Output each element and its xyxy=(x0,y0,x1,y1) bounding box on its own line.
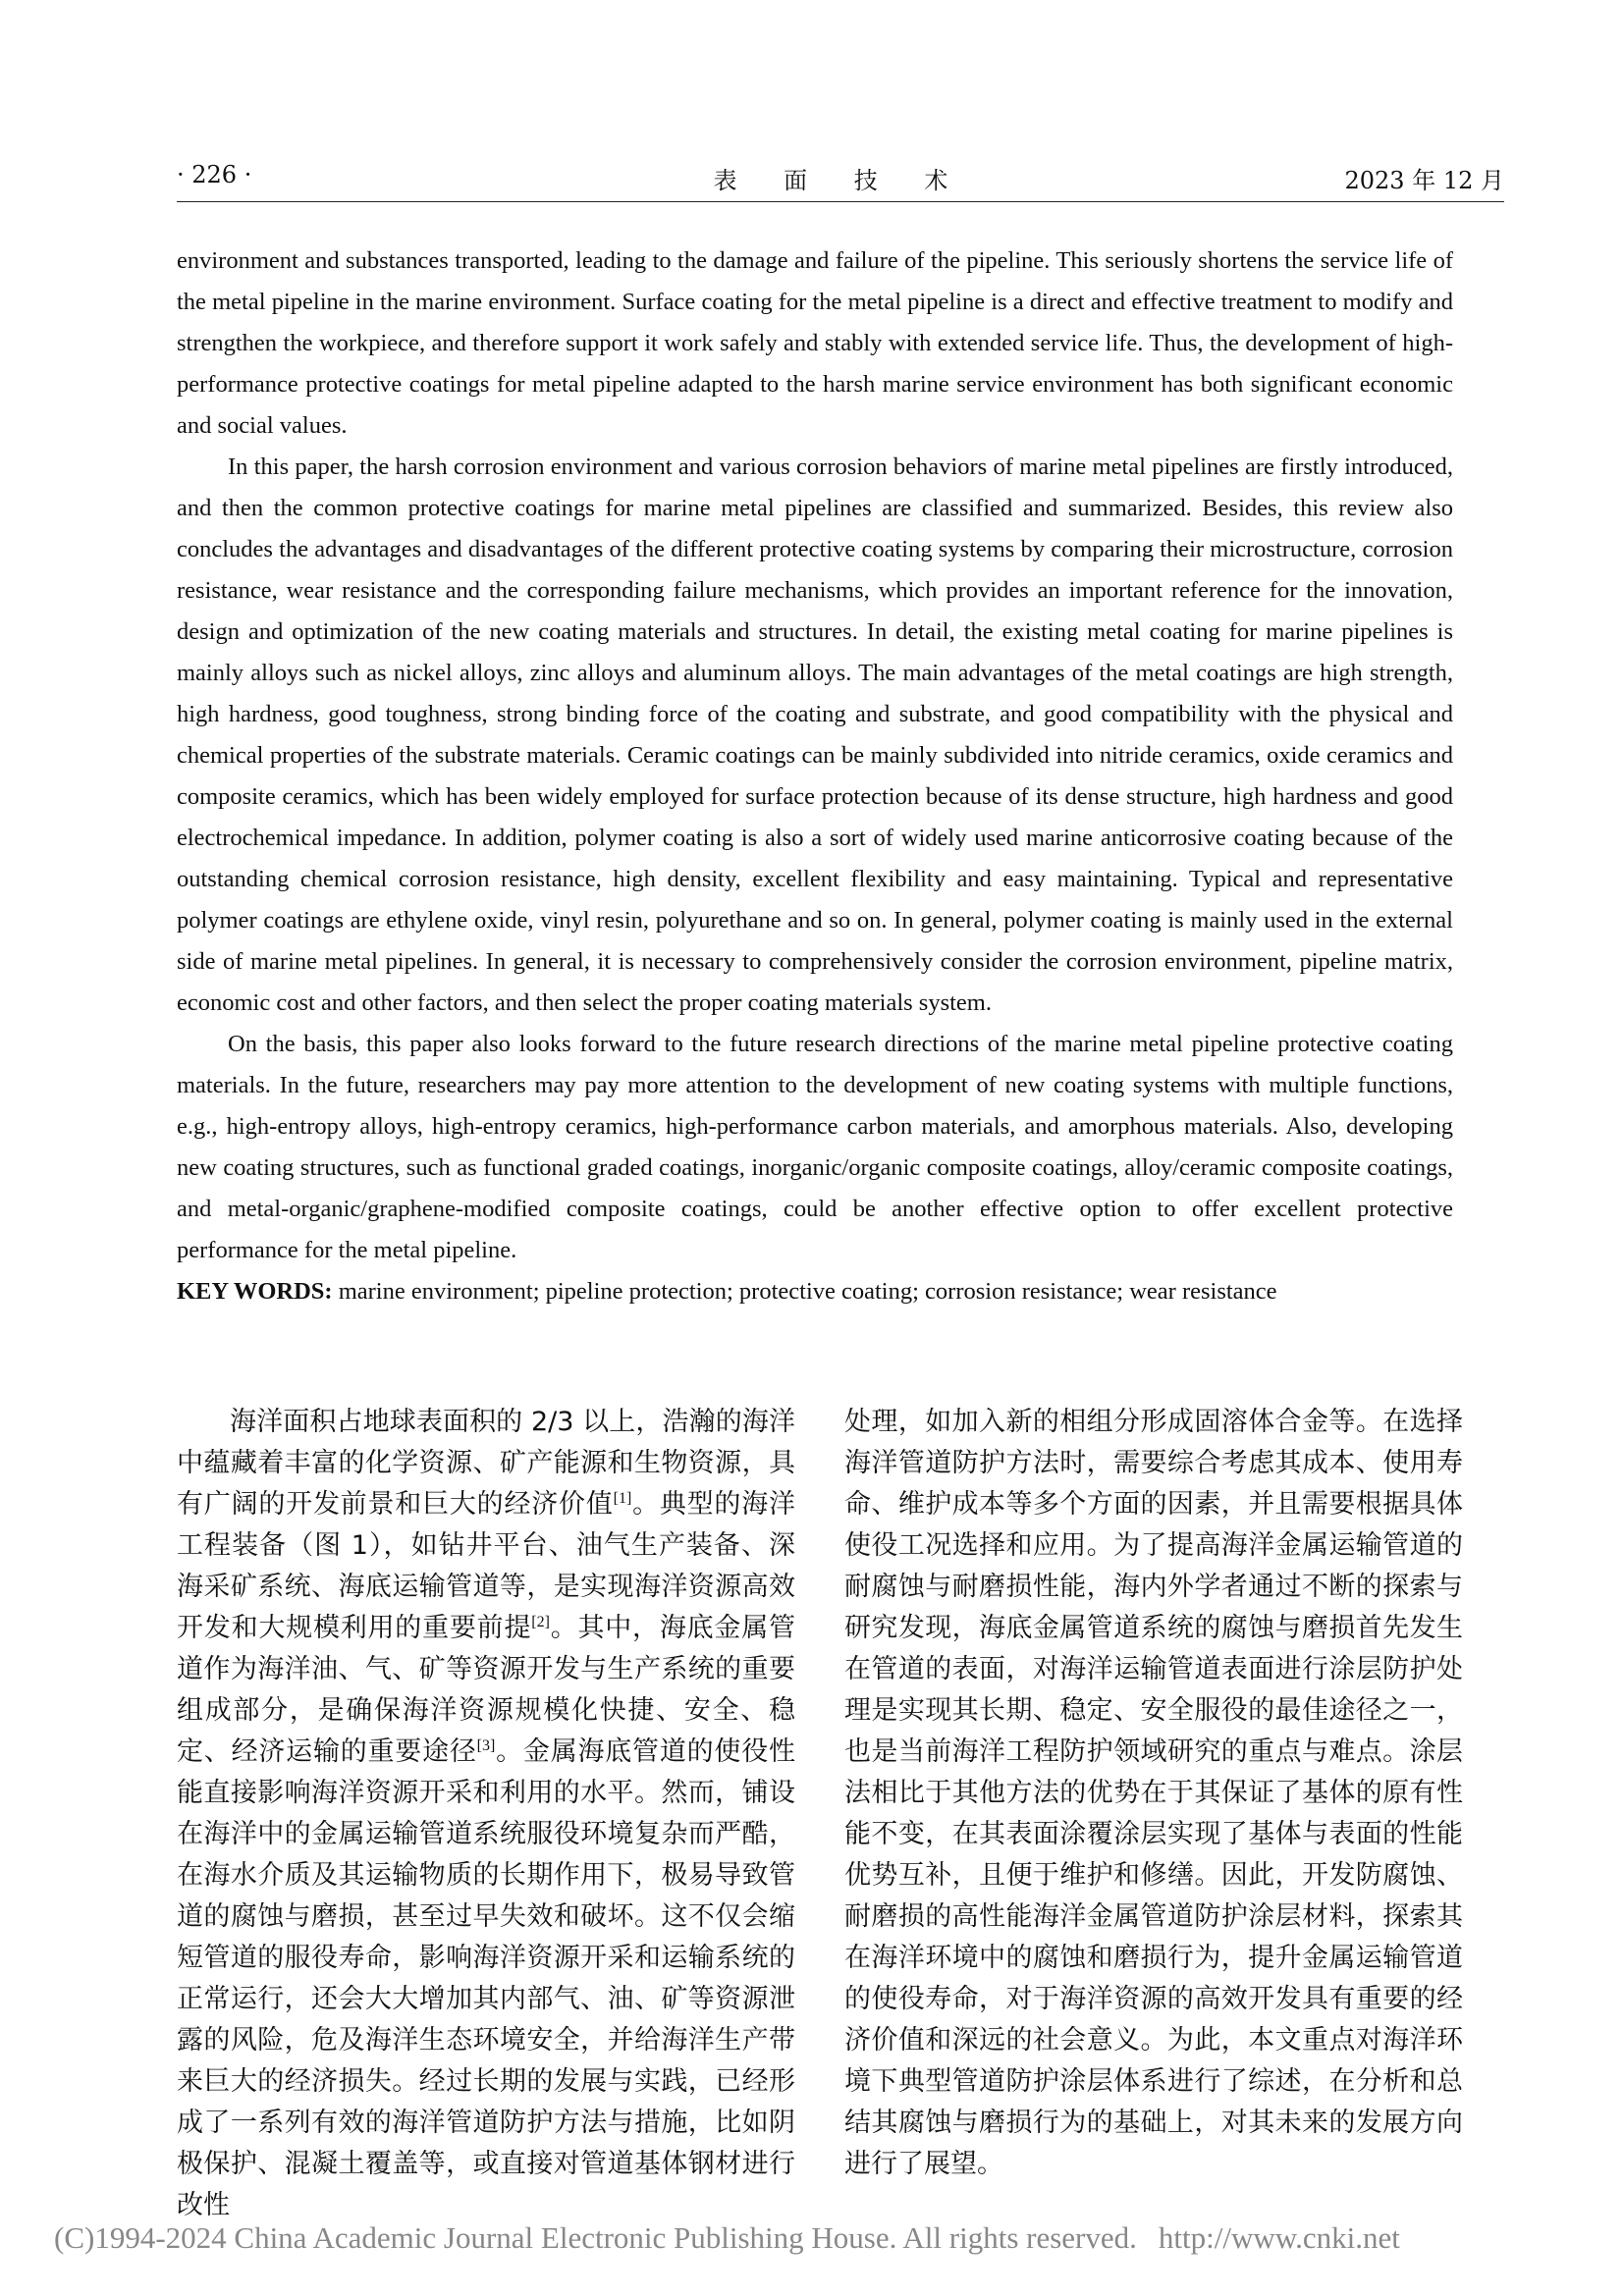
header-rule xyxy=(177,201,1504,202)
citation-ref[interactable]: [3] xyxy=(476,1737,496,1754)
citation-ref[interactable]: [1] xyxy=(613,1490,632,1507)
body-paragraph xyxy=(177,1402,795,2226)
abstract-paragraph: environment and substances transported, leading to the damage and failure of the pipeline. This seriously shortens the service life of the metal pipeline in the marine environment. Surface coating for the metal pipeline is a direct and effective treatment to modify and strengthen the workpiece, and therefore support it work safely and stably with extended service life. Thus, the development of high-performance protective coatings for metal pipeline adapted to the harsh marine service environment has both significant economic and social values. xyxy=(177,247,1453,439)
abstract-paragraph: In this paper, the harsh corrosion environment and various corrosion behaviors of marine metal pipelines are firstly introduced, and then the common protective coatings for marine metal pipelines are classified and summarized. Besides, this review also concludes the advantages and disadvantages of the different protective coating systems by comparing their microstructure, corrosion resistance, wear resistance and the corresponding failure mechanisms, which provides an important reference for the innovation, design and optimization of the new coating materials and structures. In detail, the existing metal coating for marine pipelines is mainly alloys such as nickel alloys, zinc alloys and aluminum alloys. The main advantages of the metal coatings are high strength, high hardness, good toughness, strong binding force of the coating and substrate, and good compatibility with the physical and chemical properties of the substrate materials. Ceramic coatings can be mainly subdivided into nitride ceramics, oxide ceramics and composite ceramics, which has been widely employed for surface protection because of its dense structure, high hardness and good electrochemical impedance. In addition, polymer coating is also a sort of widely used marine anticorrosive coating because of the outstanding chemical corrosion resistance, high density, excellent flexibility and easy maintaining. Typical and representative polymer coatings are ethylene oxide, vinyl resin, polyurethane and so on. In general, polymer coating is mainly used in the external side of marine metal pipelines. In general, it is necessary to comprehensively consider the corrosion environment, pipeline matrix, economic cost and other factors, and then select the proper coating materials system. xyxy=(177,454,1453,1016)
body-paragraph: 处理，如加入新的相组分形成固溶体合金等。在选择海洋管道防护方法时，需要综合考虑其成本、使用寿命、维护成本等多个方面的因素，并且需要根据具体使役工况选择和应用。为了提高海洋金属运输管道的耐腐蚀与耐磨损性能，海内外学者通过不断的探索与研究发现，海底金属管道系统的腐蚀与磨损首先发生在管道的表面，对海洋运输管道表面进行涂层防护处理是实现其长期、稳定、安全服役的最佳途径之一，也是当前海洋工程防护领域研究的重点与难点。涂层法相比于其他方法的优势在于其保证了基体的原有性能不变，在其表面涂覆涂层实现了基体与表面的性能优势互补，且便于维护和修缮。因此，开发防腐蚀、耐磨损的高性能海洋金属管道防护涂层材料，探索其在海洋环境中的腐蚀和磨损行为，提升金属运输管道的使役寿命，对于海洋资源的高效开发具有重要的经济价值和深远的社会意义。为此，本文重点对海洋环境下典型管道防护涂层体系进行了综述，在分析和总结其腐蚀与磨损行为的基础上，对其未来的发展方向进行了展望。 xyxy=(844,1407,1463,2179)
body-text-run: 。金属海底管道的使役性能直接影响海洋资源开采和利用的水平。然而，铺设在海洋中的金属运输管道系统服役环境复杂而严酷，在海水介质及其运输物质的长期作用下，极易导致管道的腐蚀与磨损，甚至过早失效和破坏。这不仅会缩短管道的服役寿命，影响海洋资源开采和运输系统的正常运行，还会大大增加其内部气、油、矿等资源泄露的风险，危及海洋生态环境安全，并给海洋生产带来巨大的经济损失。经过长期的发展与实践，已经形成了一系列有效的海洋管道防护方法与措施，比如阴极保护、混凝土覆盖等，或直接对管道基体钢材进行改性 xyxy=(177,1736,795,2220)
abstract-paragraph: On the basis, this paper also looks forward to the future research directions of the marine metal pipeline protective coating materials. In the future, researchers may pay more attention to the development of new coating systems with multiple functions, e.g., high-entropy alloys, high-entropy ceramics, high-performance carbon materials, and amorphous materials. Also, developing new coating structures, such as functional graded coatings, inorganic/organic composite coatings, alloy/ceramic composite coatings, and metal-organic/graphene-modified composite coatings, could be another effective option to offer excellent protective performance for the metal pipeline. xyxy=(177,1031,1453,1263)
body-text-run: 海洋面积占地球表面积的 2/3 以上，浩瀚的海洋中蕴藏着丰富的化学资源、矿产能源和生物资源，具有广阔的开发前景和巨大的经济价值 xyxy=(177,1407,795,1520)
body-text-run: 。其中，海底金属管道作为海洋油、气、矿等资源开发与生产系统的重要组成部分，是确保海洋资源规模化快捷、安全、稳定、经济运输的重要途径 xyxy=(177,1613,796,1767)
running-header xyxy=(177,157,1504,196)
journal-title: 表 面 技 术 xyxy=(713,167,968,194)
right-column xyxy=(844,1402,1463,2185)
keywords-line xyxy=(177,1271,1453,1312)
footer-url[interactable]: http://www.cnki.net xyxy=(1158,2220,1400,2255)
keywords-text: marine environment; pipeline protection; protective coating; corrosion resistance; wear resistance xyxy=(332,1278,1277,1305)
english-abstract xyxy=(177,240,1453,1312)
page-number: · 226 · xyxy=(177,161,252,188)
left-column xyxy=(177,1402,795,2226)
issue-date: 2023 年 12 月 xyxy=(1344,167,1504,194)
body-text-run: 。典型的海洋工程装备（图 1），如钻井平台、油气生产装备、深海采矿系统、海底运输管道等，是实现海洋资源高效开发和大规模利用的重要前提 xyxy=(177,1489,796,1643)
copyright-text: (C)1994-2024 China Academic Journal Electronic Publishing House. All rights reserved. xyxy=(54,2220,1137,2255)
citation-ref[interactable]: [2] xyxy=(531,1614,550,1630)
copyright-footer xyxy=(54,2220,1400,2256)
keywords-label: KEY WORDS: xyxy=(177,1278,333,1305)
